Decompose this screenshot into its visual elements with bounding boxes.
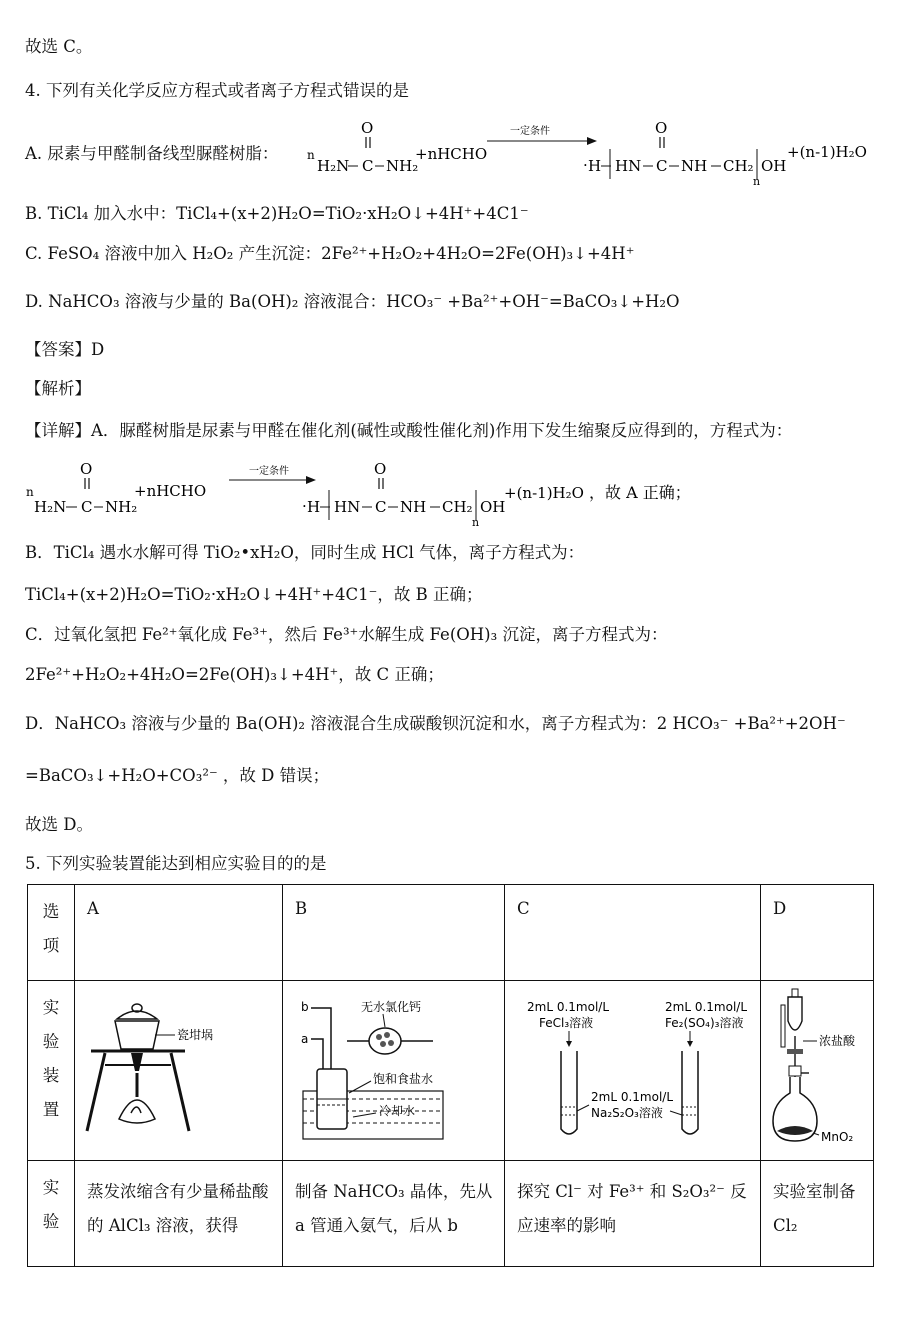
reaction-oh: OH <box>761 157 787 175</box>
detail-d-line1: D．NaHCO₃ 溶液与少量的 Ba(OH)₂ 溶液混合生成碳酸钡沉淀和水，离子方程式为：2 HCO₃⁻ +Ba²⁺+2OH⁻ <box>25 714 846 733</box>
c-left-caption-2: FeCl₃溶液 <box>539 1016 594 1030</box>
cold-water-caption: 冷却水 <box>379 1104 416 1118</box>
option-c-header: C <box>505 885 761 981</box>
crucible-apparatus-figure <box>75 981 283 1156</box>
reaction-carbon: C <box>362 157 374 175</box>
header-label-cell <box>28 885 75 981</box>
svg-text:C: C <box>81 498 93 516</box>
apparatus-b-cell <box>283 981 505 1161</box>
svg-text:H: H <box>307 498 321 516</box>
option-b-header: B <box>283 885 505 981</box>
option-d-header: D <box>761 885 874 981</box>
nahco3-apparatus-figure <box>283 981 505 1156</box>
table-header-row <box>28 885 874 981</box>
detail-c-line1: C．过氧化氢把 Fe²⁺氧化成 Fe³⁺，然后 Fe³⁺水解生成 Fe(OH)₃ 沉淀，离子方程式为： <box>25 625 668 644</box>
mno2-caption: MnO₂ <box>821 1130 854 1144</box>
svg-text:OH: OH <box>480 498 506 516</box>
q4-conclusion: 故选 D。 <box>25 815 93 834</box>
purpose-label: 实验 <box>42 1178 60 1231</box>
detail-d-line2: =BaCO₃↓+H₂O+CO₃²⁻ ，故 D 错误； <box>25 766 330 785</box>
c-right-caption-1: 2mL 0.1mol/L <box>665 1000 748 1014</box>
reaction-h2n: H₂N <box>317 157 350 175</box>
detail-a-tail: ，故 A 正确； <box>589 483 691 502</box>
test-tubes-figure <box>505 981 761 1156</box>
purpose-a-cell <box>75 1161 283 1267</box>
table-purpose-row <box>28 1161 874 1267</box>
header-label: 选项 <box>42 902 60 955</box>
answer: 【答案】D <box>25 340 105 359</box>
reaction-hn: HN <box>615 157 642 175</box>
svg-text:NH₂: NH₂ <box>105 498 138 516</box>
svg-text:n: n <box>26 485 34 499</box>
reaction-carbon-2: C <box>656 157 668 175</box>
crucible-caption: 瓷坩埚 <box>177 1028 214 1042</box>
purpose-a: 蒸发浓缩含有少量稀盐酸的 AlCl₃ 溶液，获得 <box>87 1182 269 1235</box>
q4-option-b: B. TiCl₄ 加入水中：TiCl₄+(x+2)H₂O=TiO₂·xH₂O↓+4H⁺+4C1⁻ <box>25 204 529 223</box>
reaction-h-end: H <box>588 157 602 175</box>
purpose-c-cell <box>505 1161 761 1267</box>
q4-option-a-label: A. 尿素与甲醛制备线型脲醛树脂： <box>25 144 279 163</box>
reaction-ch2: CH₂ <box>723 157 754 175</box>
purpose-d-cell <box>761 1161 874 1267</box>
table-apparatus-row <box>28 981 874 1161</box>
svg-text:·: · <box>302 497 307 515</box>
q4-option-d: D. NaHCO₃ 溶液与少量的 Ba(OH)₂ 溶液混合：HCO₃⁻ +Ba²⁺+OH⁻=BaCO₃↓+H₂O <box>25 292 680 311</box>
reaction-oxygen-2: O <box>655 119 668 137</box>
apparatus-c-cell <box>505 981 761 1161</box>
detail-c-line2: 2Fe²⁺+H₂O₂+4H₂O=2Fe(OH)₃↓+4H⁺，故 C 正确； <box>25 665 444 684</box>
reaction-condition: 一定条件 <box>510 126 550 137</box>
purpose-label-cell <box>28 1161 75 1267</box>
svg-text:O: O <box>80 460 93 478</box>
svg-text:NH: NH <box>400 498 427 516</box>
chlorine-generator-figure <box>761 981 874 1156</box>
svg-text:CH₂: CH₂ <box>442 498 473 516</box>
question-5-stem: 5. 下列实验装置能达到相应实验目的的是 <box>25 854 327 873</box>
tube-a-label: a <box>301 1032 309 1046</box>
cacl2-caption: 无水氯化钙 <box>361 1000 422 1014</box>
reaction-nh: NH <box>681 157 708 175</box>
svg-text:+(n-1)H₂O: +(n-1)H₂O <box>504 484 584 502</box>
reaction-water: +(n-1)H₂O <box>787 143 867 161</box>
svg-text:C: C <box>375 498 387 516</box>
purpose-d: 实验室制备 Cl₂ <box>773 1182 856 1235</box>
reaction-nh2: NH₂ <box>386 157 419 175</box>
c-right-caption-2: Fe₂(SO₄)₃溶液 <box>665 1016 744 1030</box>
reaction-figure-option-a <box>305 115 885 190</box>
detail-a: 【详解】A．脲醛树脂是尿素与甲醛在催化剂(碱性或酸性催化剂)作用下发生缩聚反应得到的，方程式为： <box>25 421 793 440</box>
svg-text:·: · <box>583 156 588 174</box>
tube-b-label: b <box>301 1000 309 1014</box>
svg-text:HN: HN <box>334 498 361 516</box>
reaction-figure-analysis <box>24 458 714 533</box>
c-left-caption-1: 2mL 0.1mol/L <box>527 1000 610 1014</box>
apparatus-label-cell <box>28 981 75 1161</box>
svg-text:O: O <box>374 460 387 478</box>
option-a-header: A <box>75 885 283 981</box>
svg-text:一定条件: 一定条件 <box>249 466 289 477</box>
purpose-b-cell <box>283 1161 505 1267</box>
reaction-oxygen: O <box>361 119 374 137</box>
previous-conclusion: 故选 C。 <box>25 37 93 56</box>
detail-b-line2: TiCl₄+(x+2)H₂O=TiO₂·xH₂O↓+4H⁺+4C1⁻，故 B 正确； <box>25 585 483 604</box>
apparatus-label: 实验装置 <box>42 998 60 1119</box>
purpose-c: 探究 Cl⁻ 对 Fe³⁺ 和 S₂O₃²⁻ 反应速率的影响 <box>517 1182 747 1235</box>
detail-b-line1: B．TiCl₄ 遇水水解可得 TiO₂•xH₂O，同时生成 HCl 气体，离子方程式为： <box>25 543 585 562</box>
svg-text:n: n <box>472 516 480 529</box>
conc-hcl-caption: 浓盐酸 <box>819 1034 856 1048</box>
reaction-plus-hcho: +nHCHO <box>415 145 488 163</box>
reaction-n: n <box>307 148 315 162</box>
analysis-heading: 【解析】 <box>25 379 91 398</box>
c-middle-caption-2: Na₂S₂O₃溶液 <box>591 1106 663 1120</box>
q4-option-c: C. FeSO₄ 溶液中加入 H₂O₂ 产生沉淀：2Fe²⁺+H₂O₂+4H₂O=2Fe(OH)₃↓+4H⁺ <box>25 244 635 263</box>
apparatus-d-cell <box>761 981 874 1161</box>
svg-text:+nHCHO: +nHCHO <box>134 482 207 500</box>
svg-text:H₂N: H₂N <box>34 498 67 516</box>
question-4-stem: 4. 下列有关化学反应方程式或者离子方程式错误的是 <box>25 81 409 100</box>
apparatus-a-cell <box>75 981 283 1161</box>
options-table <box>27 884 874 1267</box>
reaction-n-sub: n <box>753 175 761 188</box>
purpose-b: 制备 NaHCO₃ 晶体，先从 a 管通入氨气，后从 b <box>295 1182 493 1235</box>
c-middle-caption-1: 2mL 0.1mol/L <box>591 1090 674 1104</box>
brine-caption: 饱和食盐水 <box>373 1072 434 1086</box>
